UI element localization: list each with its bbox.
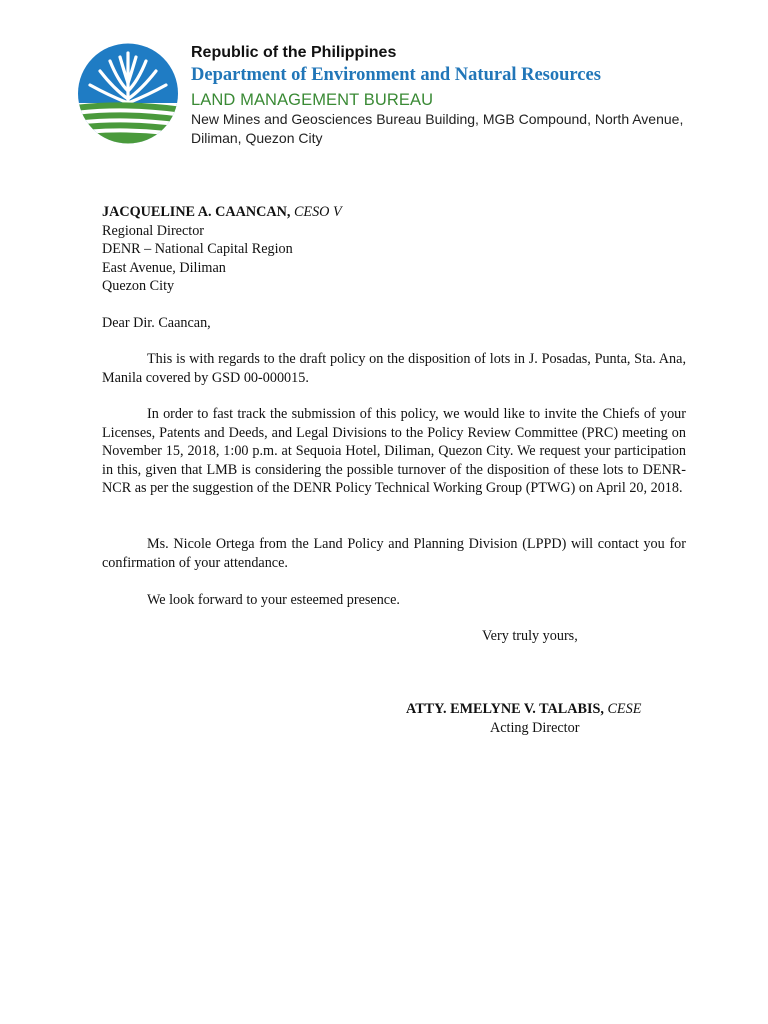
republic-heading: Republic of the Philippines (191, 44, 397, 61)
closing: Very truly yours, (482, 628, 578, 644)
signatory-title: Acting Director (490, 719, 580, 736)
body-paragraph-1: This is with regards to the draft policy on the disposition of lots in J. Posadas, Punta, Sta. Ana, Manila covered by GSD 00-000015. (102, 351, 686, 386)
signatory-block (406, 700, 706, 737)
department-heading: Department of Environment and Natural Resources (191, 65, 601, 85)
signatory-name: ATTY. EMELYNE V. TALABIS, (406, 701, 604, 717)
signatory-suffix: CESE (607, 701, 642, 717)
recipient-title: Regional Director (102, 222, 205, 239)
recipient-office: DENR – National Capital Region (102, 241, 293, 258)
denr-logo-icon (74, 43, 182, 144)
recipient-block (102, 203, 686, 296)
bureau-address: New Mines and Geosciences Bureau Building, MGB Compound, North Avenue, Diliman, Quezon City (191, 111, 684, 146)
body-paragraph-3: Ms. Nicole Ortega from the Land Policy and Planning Division (LPPD) will contact you for confirmation of your attendance. (102, 536, 686, 571)
recipient-suffix: CESO V (293, 204, 342, 220)
recipient-name: JACQUELINE A. CAANCAN, (102, 204, 291, 220)
recipient-city: Quezon City (102, 278, 175, 295)
bureau-heading: LAND MANAGEMENT BUREAU (191, 91, 434, 109)
body-paragraph-2: In order to fast track the submission of this policy, we would like to invite the Chiefs of your Licenses, Patents and Deeds, and Legal Divisions to the Policy Review Committee (PRC) meeting on November 15, 2018, 1:00 p.m. at Sequoia Hotel, Diliman, Quezon City. We request your participation in this, given that LMB is considering the possible turnover of the disposition of these lots to DENR-NCR as per the suggestion of the DENR Policy Technical Working Group (PTWG) on April 20, 2018. (102, 406, 686, 497)
salutation: Dear Dir. Caancan, (102, 315, 211, 331)
recipient-street: East Avenue, Diliman (102, 259, 226, 276)
body-paragraph-4: We look forward to your esteemed presence. (147, 592, 400, 608)
